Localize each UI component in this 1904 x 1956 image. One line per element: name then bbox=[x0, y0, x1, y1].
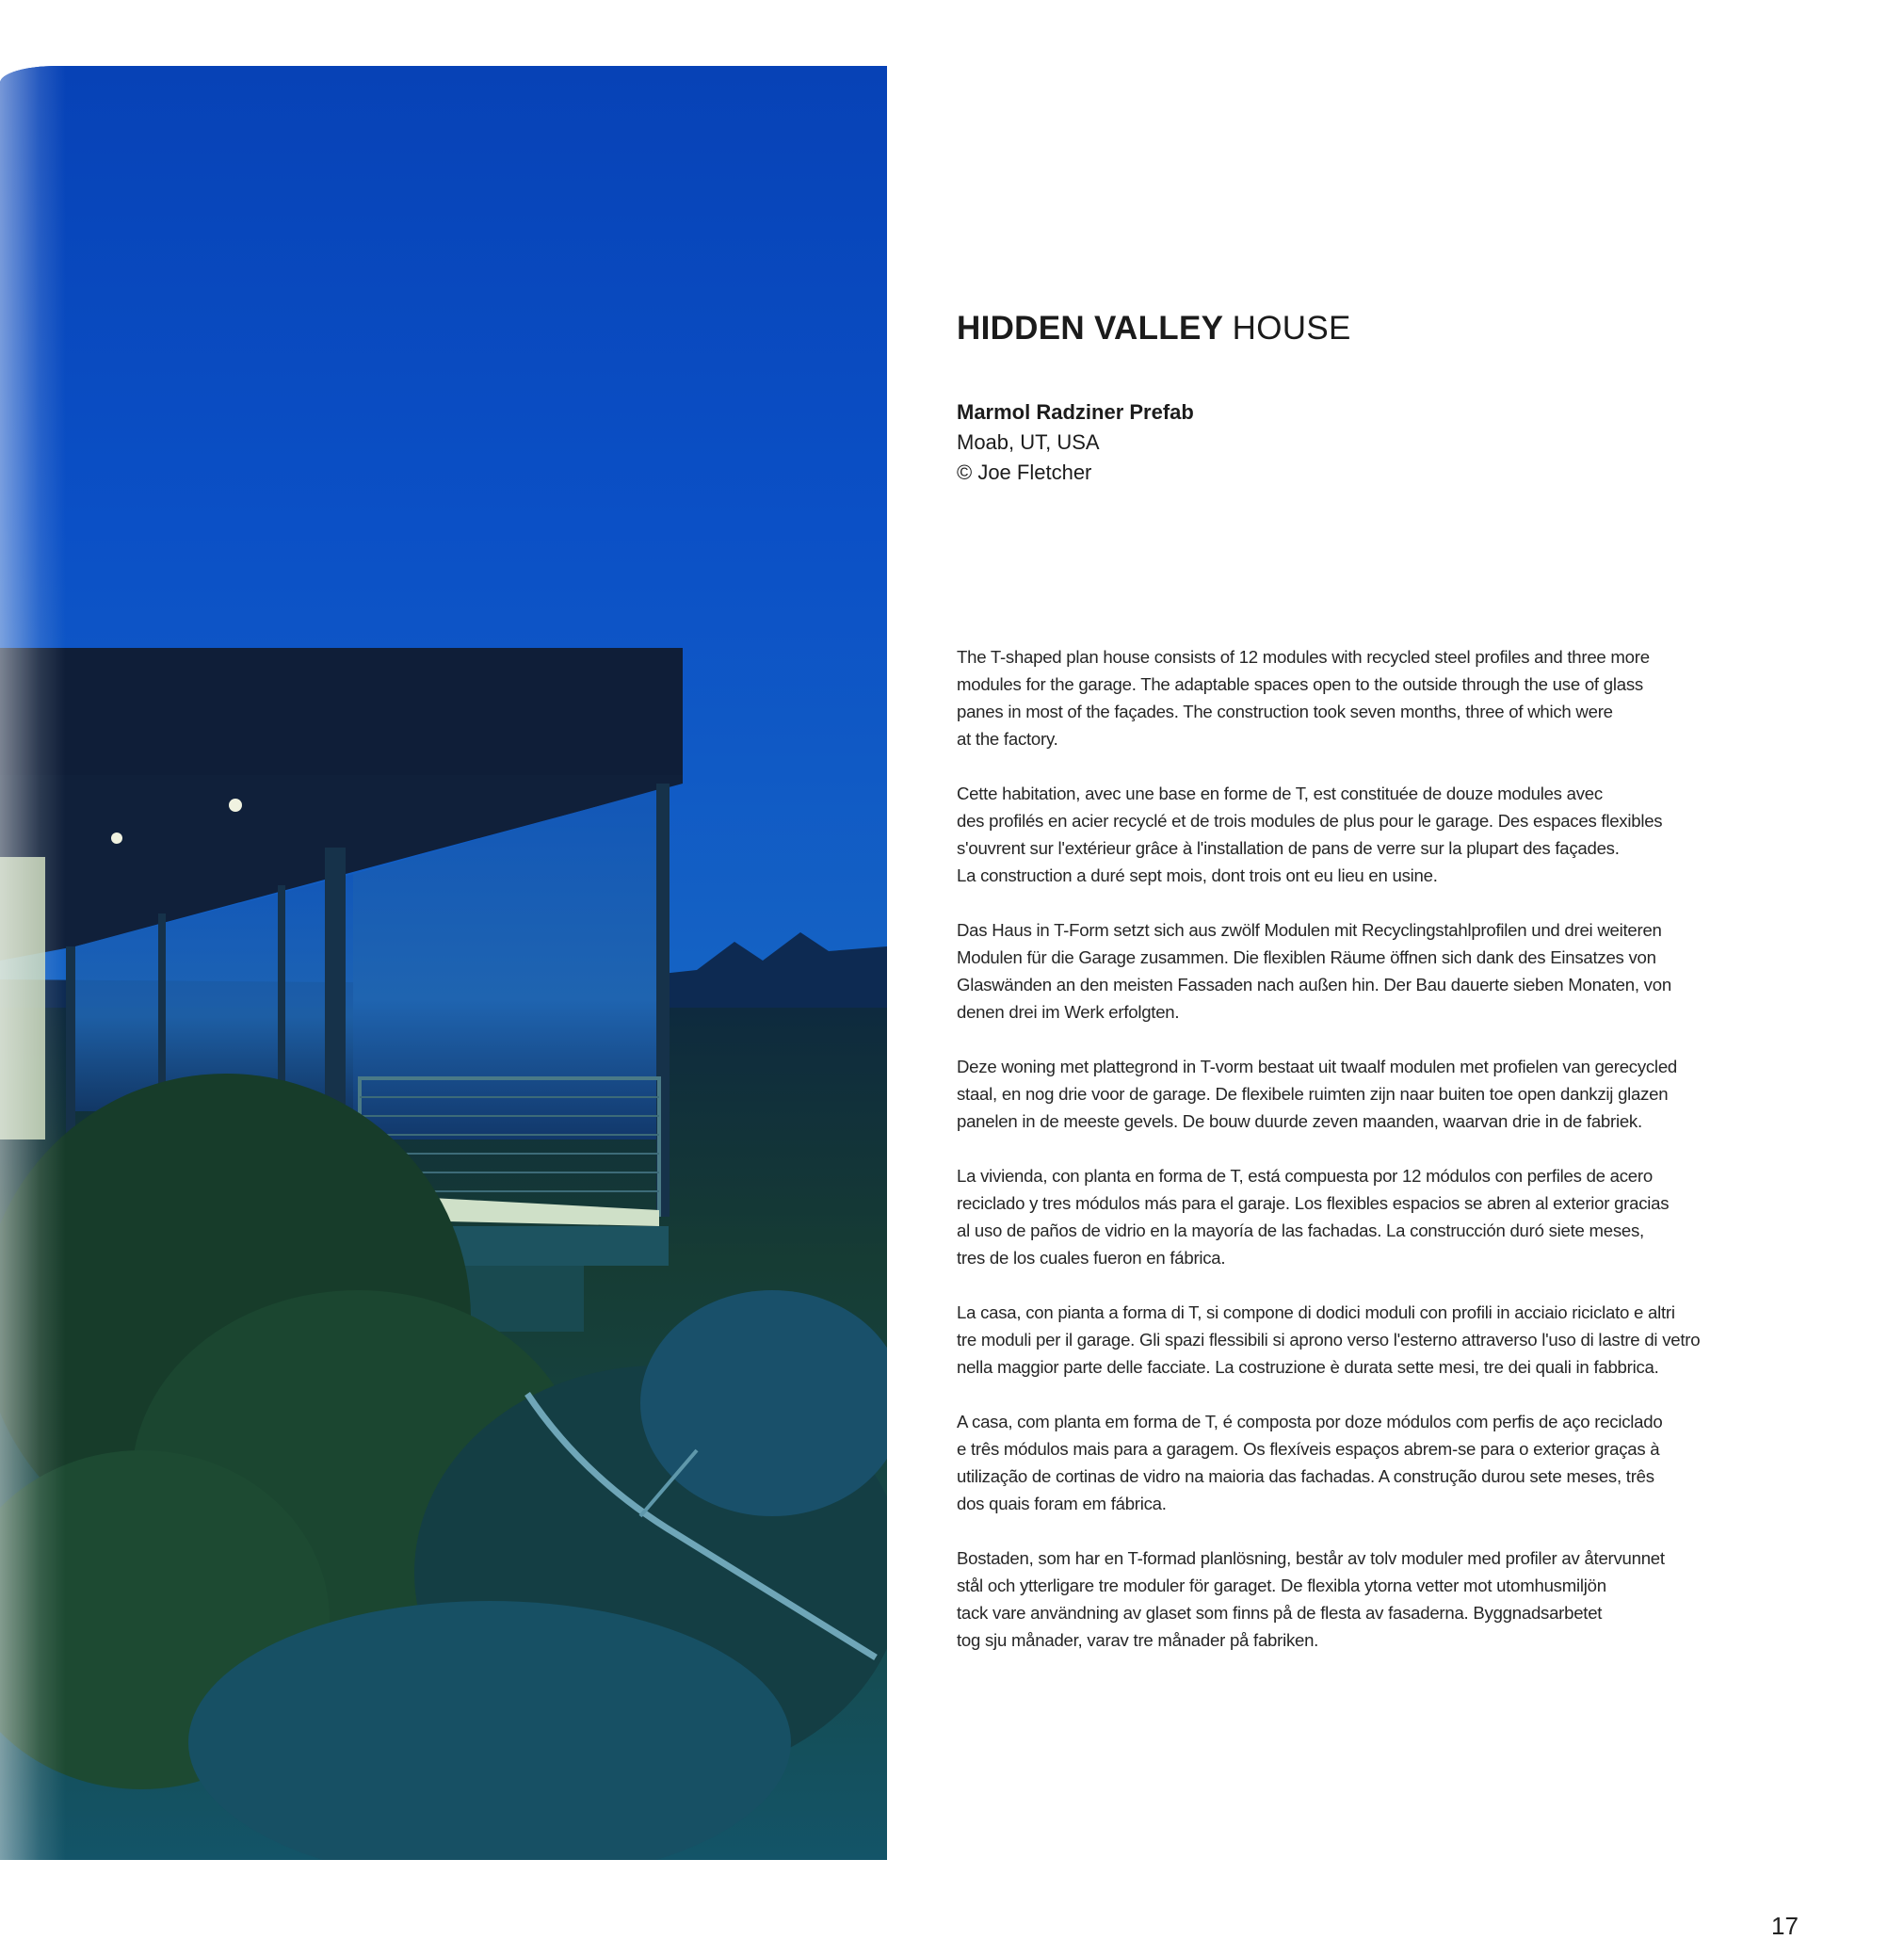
architect: Marmol Radziner Prefab bbox=[957, 400, 1194, 424]
paragraph-pt bbox=[957, 1408, 1823, 1517]
text-line: panes in most of the façades. The construction took seven months, three of which were bbox=[957, 702, 1613, 721]
house-illustration bbox=[0, 66, 887, 1860]
text-line: tre moduli per il garage. Gli spazi flessibili si aprono verso l'esterno attraverso l'uso di lastre di vetro bbox=[957, 1330, 1701, 1350]
article-body bbox=[957, 643, 1823, 1681]
text-line: modules for the garage. The adaptable spaces open to the outside through the use of glass bbox=[957, 674, 1643, 694]
text-line: tack vare användning av glaset som finns på de flesta av fasaderna. Byggnadsarbetet bbox=[957, 1603, 1603, 1623]
paragraph-it bbox=[957, 1299, 1823, 1381]
paragraph-en bbox=[957, 643, 1823, 752]
text-line: tres de los cuales fueron en fábrica. bbox=[957, 1248, 1226, 1268]
project-credits bbox=[957, 397, 1194, 488]
page-number: 17 bbox=[1771, 1912, 1799, 1940]
text-line: utilização de cortinas de vidro na maioria das fachadas. A construção durou sete meses, três bbox=[957, 1466, 1654, 1486]
text-line: reciclado y tres módulos más para el garaje. Los flexibles espacios se abren al exterior gracias bbox=[957, 1193, 1670, 1213]
title-light: HOUSE bbox=[1232, 310, 1351, 347]
text-line: panelen in de meeste gevels. De bouw duurde zeven maanden, waarvan drie in de fabriek. bbox=[957, 1111, 1642, 1131]
text-line: s'ouvrent sur l'extérieur grâce à l'installation de pans de verre sur la plupart des façades. bbox=[957, 838, 1620, 858]
text-line: tog sju månader, varav tre månader på fabriken. bbox=[957, 1630, 1319, 1650]
article-title bbox=[957, 310, 1351, 348]
text-line: Modulen für die Garage zusammen. Die flexiblen Räume öffnen sich dank des Einsatzes von bbox=[957, 947, 1656, 967]
text-line: des profilés en acier recyclé et de trois modules de plus pour le garage. Des espaces flexibles bbox=[957, 811, 1663, 831]
paragraph-de bbox=[957, 916, 1823, 1026]
location: Moab, UT, USA bbox=[957, 430, 1100, 454]
text-line: Deze woning met plattegrond in T-vorm bestaat uit twaalf modulen met profielen van gerecycled bbox=[957, 1057, 1677, 1076]
text-line: staal, en nog drie voor de garage. De flexibele ruimten zijn naar buiten toe open dankzij glazen bbox=[957, 1084, 1669, 1104]
paragraph-nl bbox=[957, 1053, 1823, 1135]
text-line: e três módulos mais para a garagem. Os flexíveis espaços abrem-se para o exterior graças à bbox=[957, 1439, 1660, 1459]
text-line: denen drei im Werk erfolgten. bbox=[957, 1002, 1180, 1022]
text-line: La vivienda, con planta en forma de T, está compuesta por 12 módulos con perfiles de acero bbox=[957, 1166, 1653, 1186]
text-line: Das Haus in T-Form setzt sich aus zwölf Modulen mit Recyclingstahlprofilen und drei weiteren bbox=[957, 920, 1662, 940]
text-line: A casa, com planta em forma de T, é composta por doze módulos com perfis de aço reciclado bbox=[957, 1412, 1663, 1431]
text-line: The T-shaped plan house consists of 12 modules with recycled steel profiles and three more bbox=[957, 647, 1650, 667]
title-bold: HIDDEN VALLEY bbox=[957, 310, 1223, 347]
text-line: Cette habitation, avec une base en forme de T, est constituée de douze modules avec bbox=[957, 784, 1603, 803]
text-line: nella maggior parte delle facciate. La costruzione è durata sette mesi, tre dei quali in fabbrica. bbox=[957, 1357, 1659, 1377]
page-curl-highlight bbox=[0, 66, 66, 1860]
text-line: at the factory. bbox=[957, 729, 1058, 749]
photo-credit: © Joe Fletcher bbox=[957, 461, 1092, 484]
text-line: dos quais foram em fábrica. bbox=[957, 1494, 1167, 1513]
text-line: al uso de paños de vidrio en la mayoría de las fachadas. La construcción duró siete meses, bbox=[957, 1220, 1644, 1240]
text-line: La construction a duré sept mois, dont trois ont eu lieu en usine. bbox=[957, 865, 1438, 885]
paragraph-sv bbox=[957, 1544, 1823, 1654]
text-line: Glaswänden an den meisten Fassaden nach außen hin. Der Bau dauerte sieben Monaten, von bbox=[957, 975, 1671, 994]
paragraph-fr bbox=[957, 780, 1823, 889]
text-line: stål och ytterligare tre moduler för garaget. De flexibla ytorna vetter mot utomhusmiljön bbox=[957, 1576, 1606, 1595]
text-line: Bostaden, som har en T-formad planlösning, består av tolv moduler med profiler av återvunnet bbox=[957, 1548, 1665, 1568]
paragraph-es bbox=[957, 1162, 1823, 1271]
house-photo bbox=[0, 66, 887, 1860]
text-line: La casa, con pianta a forma di T, si compone di dodici moduli con profili in acciaio riciclato e altri bbox=[957, 1302, 1675, 1322]
